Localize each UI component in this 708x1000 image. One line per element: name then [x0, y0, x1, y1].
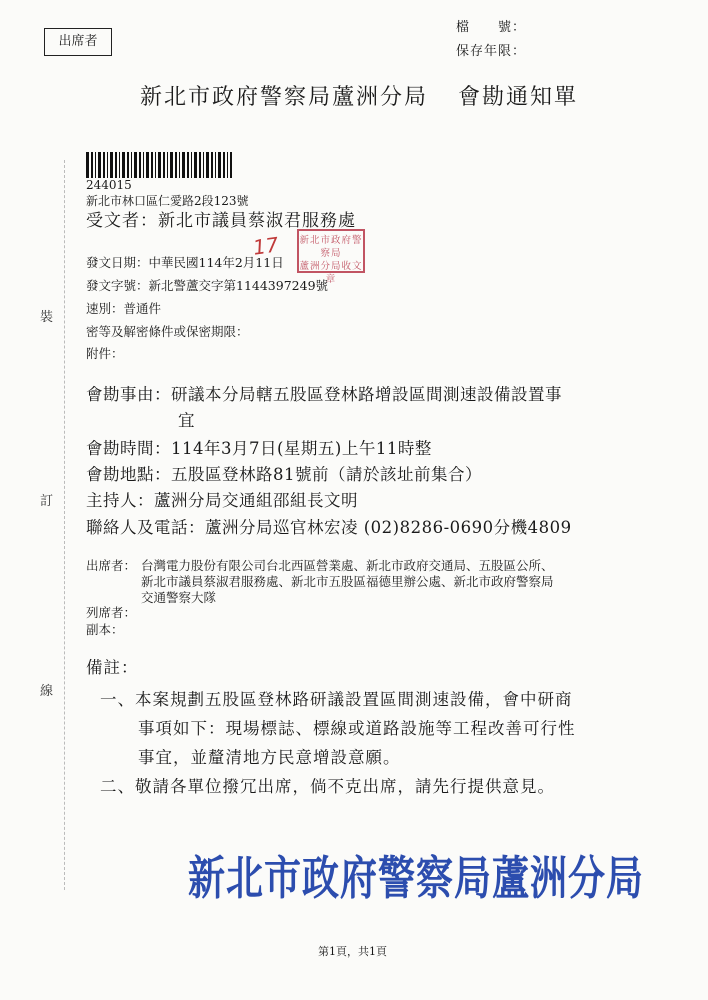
binding-line	[64, 160, 65, 890]
barcode-bar	[107, 152, 108, 178]
organization-seal: 新北市政府警察局蘆洲分局	[188, 850, 644, 905]
barcode-bar	[151, 152, 153, 178]
received-stamp	[297, 229, 365, 285]
postal-code: 244015	[86, 178, 132, 192]
meeting-reason-cont: 宜	[178, 411, 195, 430]
copies: 副本：	[86, 622, 124, 637]
page-footer: 第1頁，共1頁	[318, 945, 387, 958]
barcode-bar	[203, 152, 204, 178]
barcode-bar	[134, 152, 137, 178]
barcode-bar	[143, 152, 144, 178]
barcode-bar	[131, 152, 132, 178]
barcode-bar	[163, 152, 165, 178]
barcode-bar	[227, 152, 228, 178]
doc-number: 發文字號：新北警蘆交字第1144397249號	[86, 278, 329, 293]
address: 新北市林口區仁愛路2段123號	[86, 194, 249, 208]
barcode-bar	[91, 152, 93, 178]
barcode-bar	[199, 152, 201, 178]
barcode-bar	[158, 152, 161, 178]
barcode-bar	[110, 152, 113, 178]
stamp-line1: 新北市政府警察局	[299, 235, 363, 259]
recipient: 受文者：新北市議員蔡淑君服務處	[86, 211, 356, 231]
remark-item1: 一、本案規劃五股區登林路研議設置區間測速設備，會中研商	[100, 690, 573, 709]
binding-mark-top: 裝	[40, 310, 54, 325]
barcode-bar	[187, 152, 189, 178]
meeting-contact: 聯絡人及電話：蘆洲分局巡官林宏凌 (02)8286-0690分機4809	[86, 518, 572, 537]
barcode-bar	[230, 152, 232, 178]
barcode-bar	[206, 152, 209, 178]
barcode-bar	[182, 152, 185, 178]
barcode-bar	[191, 152, 192, 178]
barcode-bar	[215, 152, 216, 178]
barcode-bar	[95, 152, 96, 178]
barcode-bar	[146, 152, 149, 178]
barcode-bar	[170, 152, 173, 178]
barcode-bar	[119, 152, 120, 178]
meeting-host: 主持人：蘆洲分局交通組邵組長文明	[86, 491, 358, 510]
attendees-line3: 交通警察大隊	[141, 590, 217, 605]
barcode-bar	[167, 152, 168, 178]
retention-label: 保存年限：	[456, 44, 527, 59]
barcode-bar	[211, 152, 213, 178]
barcode-bar	[175, 152, 177, 178]
barcode-bar	[122, 152, 125, 178]
remarks-heading: 備註：	[86, 658, 139, 677]
page-title	[140, 80, 578, 111]
title-organization: 新北市政府警察局蘆洲分局	[140, 85, 429, 110]
barcode-bar	[179, 152, 180, 178]
remark-item2: 二、敬請各單位撥冗出席，倘不克出席，請先行提供意見。	[100, 777, 555, 796]
meeting-reason: 會勘事由：研議本分局轄五股區登林路增設區間測速設備設置事	[86, 385, 562, 404]
barcode-bar	[115, 152, 117, 178]
stamp-line2: 蘆洲分局收文章	[299, 261, 363, 285]
handwritten-day: 17	[251, 232, 280, 260]
barcode-bar	[139, 152, 141, 178]
barcode-bar	[223, 152, 225, 178]
remark-item1-cont: 事項如下：現場標誌、標線或道路設施等工程改善可行性	[138, 719, 576, 738]
barcode-bar	[98, 152, 101, 178]
barcode-bar	[218, 152, 221, 178]
barcode	[86, 152, 232, 178]
attendee-box: 出席者	[44, 28, 112, 56]
barcode-bar	[155, 152, 156, 178]
attendees-label: 出席者：	[86, 558, 137, 573]
file-number-label: 檔 號：	[456, 20, 527, 35]
barcode-bar	[127, 152, 129, 178]
barcode-bar	[194, 152, 197, 178]
issue-date: 發文日期：中華民國114年2月11日	[86, 255, 284, 270]
speed: 速別：普通件	[86, 301, 162, 316]
attachments: 附件：	[86, 346, 124, 361]
meeting-time: 會勘時間：114年3月7日(星期五)上午11時整	[86, 439, 432, 458]
observers: 列席者：	[86, 605, 137, 620]
binding-mark-bottom: 線	[40, 684, 54, 699]
secrecy: 密等及解密條件或保密期限：	[86, 324, 249, 339]
remark-item1-cont2: 事宜，並釐清地方民意增設意願。	[138, 748, 401, 767]
title-doc-type: 會勘通知單	[458, 85, 579, 110]
meeting-place: 會勘地點：五股區登林路81號前（請於該址前集合）	[86, 465, 482, 484]
attendees-line1: 台灣電力股份有限公司台北西區營業處、新北市政府交通局、五股區公所、	[141, 558, 554, 573]
attendees-line2: 新北市議員蔡淑君服務處、新北市五股區福德里辦公處、新北市政府警察局	[141, 574, 554, 589]
barcode-bar	[103, 152, 105, 178]
binding-mark-middle: 訂	[40, 494, 54, 509]
barcode-bar	[86, 152, 89, 178]
